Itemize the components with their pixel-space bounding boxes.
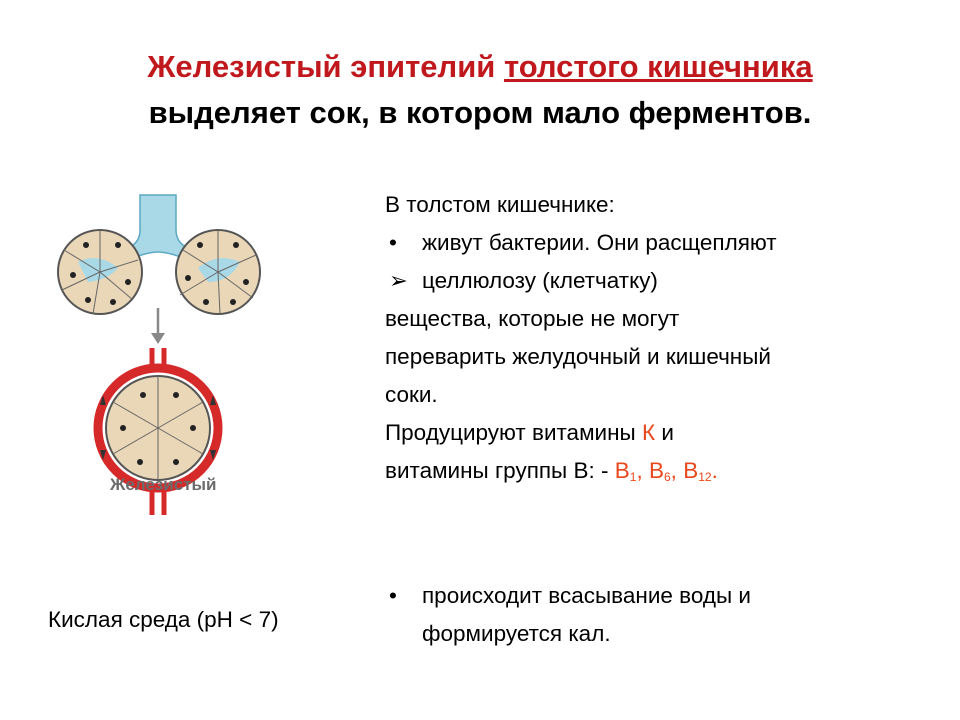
environment-note: Кислая среда (pH < 7) — [48, 607, 279, 632]
title-part-2: толстого кишечника — [503, 49, 813, 84]
title-part-1: Железистый эпителий — [147, 49, 504, 84]
diagram-label: Железистый — [110, 475, 217, 494]
vitamin-b6: $В_6$ — [648, 458, 671, 484]
arrow-item-cellulose — [385, 262, 945, 300]
vitamins-b-text: витамины группы В: - — [385, 458, 615, 483]
facts-line-4: вещества, которые не могут — [385, 306, 680, 331]
down-arrow-icon — [151, 308, 165, 344]
vitamins-line-1 — [385, 414, 945, 452]
bullet-bacteria-text: живут бактерии. Они расщепляют — [422, 230, 777, 255]
title-line-1 — [0, 44, 960, 90]
bullet-icon: • — [389, 583, 397, 608]
absorption-line-2: формируется кал. — [422, 621, 611, 646]
vitamins-and: и — [655, 420, 674, 445]
facts-line-6: соки. — [385, 382, 438, 407]
arrow-item-text: целлюлозу (клетчатку) — [422, 268, 658, 293]
title-line-2: выделяет сок, в котором мало ферментов. — [148, 95, 812, 130]
bullet-bacteria — [385, 224, 945, 262]
vitamin-b1: $В_1$ — [614, 458, 637, 484]
facts-line-5: переварить желудочный и кишечный — [385, 344, 771, 369]
vitamins-line-2: витамины группы В: - $В_1$, $В_6$, $В_{12}$. — [385, 458, 718, 484]
arrow-bullet-icon: ➢ — [389, 268, 408, 293]
slide-title — [0, 44, 960, 136]
absorption-block — [385, 577, 751, 653]
bullet-icon: • — [389, 230, 397, 255]
vitamins-text: Продуцируют витамины — [385, 420, 642, 445]
absorption-line-1: происходит всасывание воды и — [422, 583, 751, 608]
facts-heading: В толстом кишечнике: — [385, 192, 615, 217]
vitamin-k: К — [641, 420, 656, 445]
vitamin-b12: $В_{12}$ — [683, 458, 712, 484]
facts-block — [385, 186, 945, 490]
bullet-absorption — [385, 577, 751, 615]
